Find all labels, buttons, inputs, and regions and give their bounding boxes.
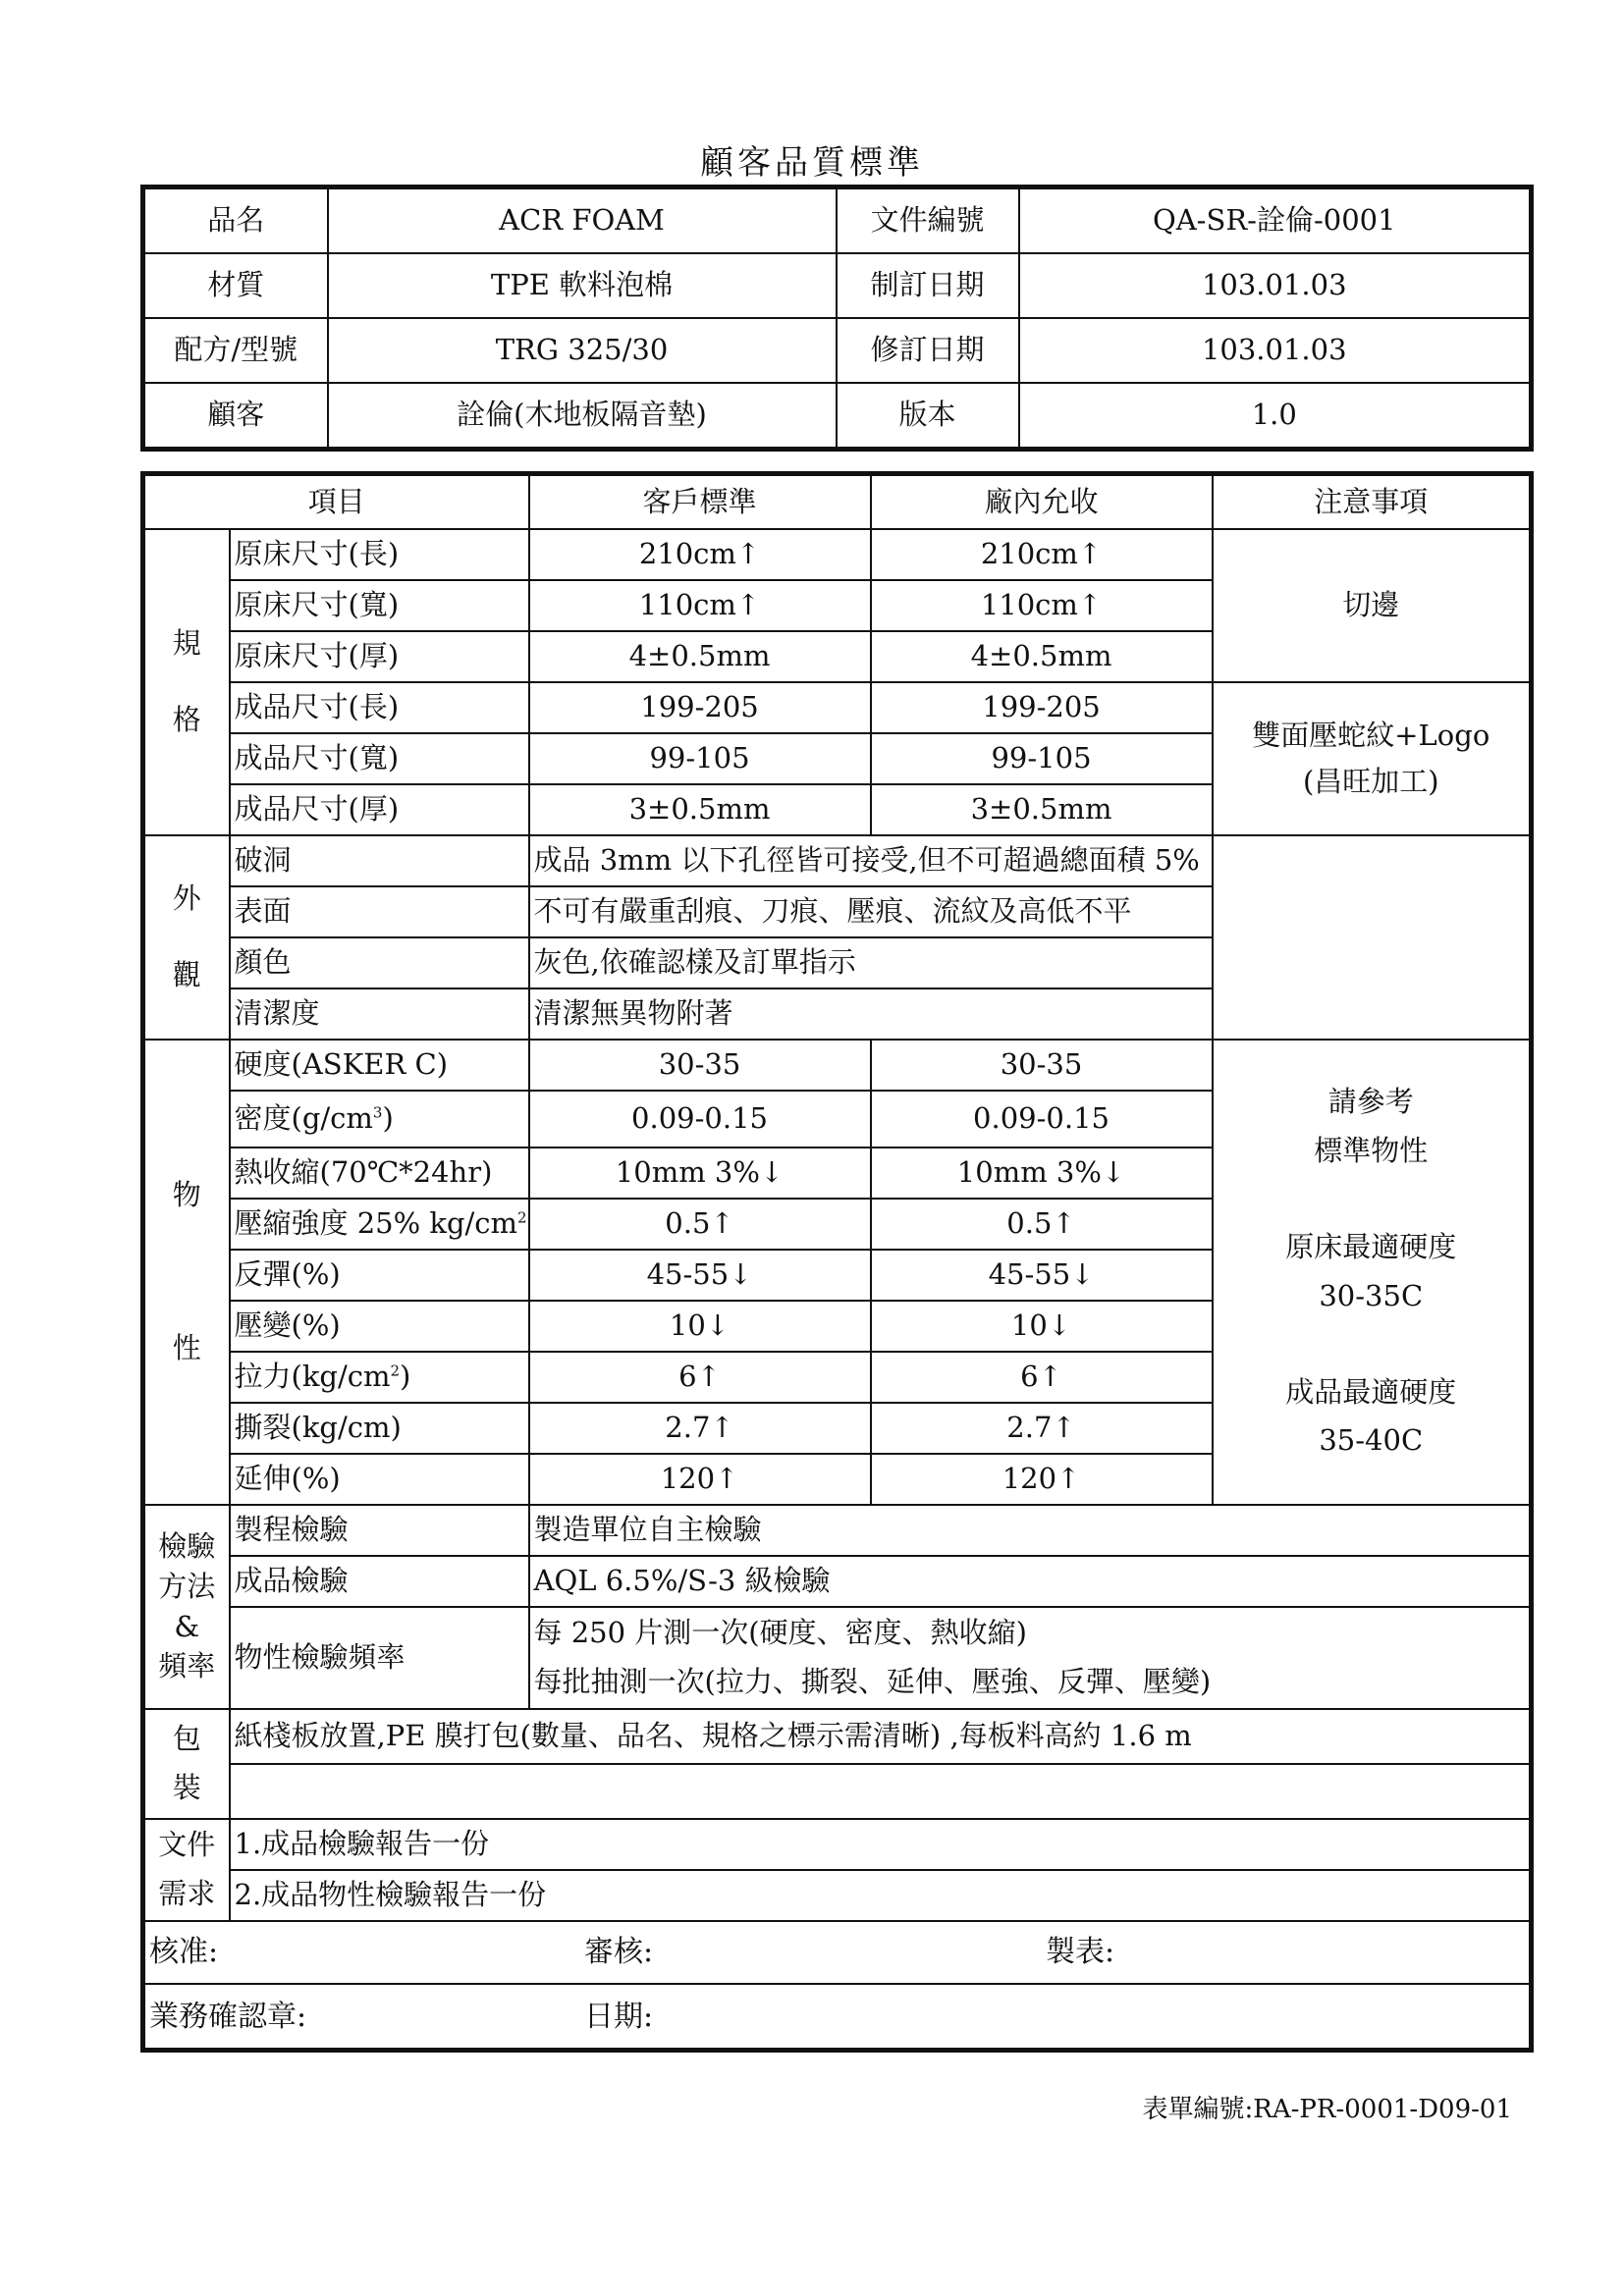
physical-item	[230, 1250, 529, 1301]
spec-customer: 99-105	[529, 733, 871, 784]
spec-customer: 210cm↑	[529, 529, 871, 580]
header-value: 103.01.03	[1019, 318, 1532, 383]
header-label: 制訂日期	[837, 253, 1019, 318]
physical-item	[230, 1454, 529, 1505]
appearance-group-label: 外 觀	[143, 835, 230, 1040]
physical-item	[230, 1403, 529, 1454]
physical-item	[230, 1301, 529, 1352]
signature-row-sales	[143, 1984, 1532, 2051]
inspection-value: 製造單位自主檢驗	[529, 1505, 1532, 1556]
table-row	[143, 1870, 1532, 1921]
physical-item-label: 密度(g/cm	[234, 1100, 373, 1135]
physical-item-label: 硬度(ASKER C)	[234, 1046, 449, 1081]
physical-item	[230, 1091, 529, 1148]
packaging-group-label: 包 裝	[143, 1709, 230, 1819]
physical-factory: 30-35	[871, 1040, 1213, 1091]
header-table	[140, 185, 1534, 452]
packaging-value: 紙棧板放置,PE 膜打包(數量、品名、規格之標示需清晰) ,每板料高約 1.6 m	[230, 1709, 1532, 1764]
physical-note: 請參考 標準物性 原床最適硬度 30-35C 成品最適硬度 35-40C	[1213, 1040, 1532, 1505]
physical-customer: 30-35	[529, 1040, 871, 1091]
physical-item	[230, 1352, 529, 1403]
header-value: QA-SR-詮倫-0001	[1019, 187, 1532, 254]
physical-item	[230, 1040, 529, 1091]
spec-factory: 110cm↑	[871, 580, 1213, 631]
spec-customer: 199-205	[529, 682, 871, 733]
col-header-customer: 客戶標準	[529, 474, 871, 529]
spec-factory: 4±0.5mm	[871, 631, 1213, 682]
physical-customer: 120↑	[529, 1454, 871, 1505]
table-row	[143, 835, 1532, 886]
physical-customer: 0.5↑	[529, 1199, 871, 1250]
physical-item	[230, 1199, 529, 1250]
spec-customer: 3±0.5mm	[529, 784, 871, 835]
signature-row-approval	[143, 1921, 1532, 1984]
spec-factory: 3±0.5mm	[871, 784, 1213, 835]
documents-item: 2.成品物性檢驗報告一份	[230, 1870, 1532, 1921]
inspection-group-label: 檢驗 方法 & 頻率	[143, 1505, 230, 1709]
sales-stamp-label: 業務確認章:	[149, 1999, 307, 2034]
physical-customer: 6↑	[529, 1352, 871, 1403]
spec-item: 成品尺寸(寬)	[230, 733, 529, 784]
appearance-item: 清潔度	[230, 988, 529, 1040]
spec-factory: 99-105	[871, 733, 1213, 784]
spec-item: 成品尺寸(長)	[230, 682, 529, 733]
col-header-factory: 廠內允收	[871, 474, 1213, 529]
physical-factory: 0.09-0.15	[871, 1091, 1213, 1148]
table-row	[143, 1764, 1532, 1819]
approve-label: 核准:	[149, 1934, 219, 1969]
header-label: 版本	[837, 383, 1019, 450]
physical-item-superscript: 2	[390, 1362, 401, 1380]
header-value: ACR FOAM	[328, 187, 837, 254]
header-value: 103.01.03	[1019, 253, 1532, 318]
header-label: 顧客	[143, 383, 328, 450]
spec-group-label: 規 格	[143, 529, 230, 835]
inspection-item: 物性檢驗頻率	[230, 1607, 529, 1709]
physical-item-label: 壓變(%)	[234, 1308, 341, 1342]
physical-item-superscript: 2	[517, 1208, 527, 1227]
appearance-value: 不可有嚴重刮痕、刀痕、壓痕、流紋及高低不平	[529, 886, 1213, 937]
header-label: 文件編號	[837, 187, 1019, 254]
physical-factory: 10mm 3%↓	[871, 1148, 1213, 1199]
spec-note-pattern: 雙面壓蛇紋+Logo (昌旺加工)	[1213, 682, 1532, 835]
table-row	[143, 1607, 1532, 1709]
physical-item-label: 壓縮強度 25% kg/cm	[234, 1205, 518, 1240]
prepare-label: 製表:	[1046, 1934, 1115, 1969]
inspection-item: 成品檢驗	[230, 1556, 529, 1607]
header-label: 品名	[143, 187, 328, 254]
physical-item-label: 撕裂(kg/cm)	[234, 1410, 402, 1444]
header-value: TPE 軟料泡棉	[328, 253, 837, 318]
physical-customer: 45-55↓	[529, 1250, 871, 1301]
header-value: 1.0	[1019, 383, 1532, 450]
table-row	[143, 1921, 1532, 1984]
appearance-item: 顏色	[230, 937, 529, 988]
header-row	[143, 187, 1532, 254]
header-label: 修訂日期	[837, 318, 1019, 383]
physical-item-superscript: 3	[372, 1103, 383, 1122]
packaging-empty-line	[230, 1764, 1532, 1819]
spec-customer: 110cm↑	[529, 580, 871, 631]
physical-item-label: 熱收縮(70℃*24hr)	[234, 1154, 493, 1189]
physical-item	[230, 1148, 529, 1199]
date-label: 日期:	[584, 1999, 654, 2034]
header-value: TRG 325/30	[328, 318, 837, 383]
header-row	[143, 383, 1532, 450]
physical-factory: 2.7↑	[871, 1403, 1213, 1454]
spec-note-trim: 切邊	[1213, 529, 1532, 682]
header-row	[143, 318, 1532, 383]
physical-customer: 0.09-0.15	[529, 1091, 871, 1148]
spec-table	[140, 471, 1534, 2053]
spec-factory: 210cm↑	[871, 529, 1213, 580]
physical-group-label: 物 性	[143, 1040, 230, 1505]
table-row	[143, 1709, 1532, 1764]
appearance-value: 成品 3mm 以下孔徑皆可接受,但不可超過總面積 5%	[529, 835, 1213, 886]
header-label: 材質	[143, 253, 328, 318]
spec-item: 成品尺寸(厚)	[230, 784, 529, 835]
physical-item-suffix: )	[382, 1100, 394, 1135]
physical-item-label: 拉力(kg/cm	[234, 1359, 391, 1393]
col-header-item: 項目	[143, 474, 529, 529]
header-row	[143, 253, 1532, 318]
header-label: 配方/型號	[143, 318, 328, 383]
document-title: 顧客品質標準	[700, 143, 924, 183]
spec-item: 原床尺寸(長)	[230, 529, 529, 580]
table-row	[143, 1040, 1532, 1091]
spec-customer: 4±0.5mm	[529, 631, 871, 682]
table-row	[143, 529, 1532, 580]
table-row	[143, 682, 1532, 733]
physical-factory: 45-55↓	[871, 1250, 1213, 1301]
form-number: 表單編號:RA-PR-0001-D09-01	[1142, 2095, 1512, 2124]
spec-factory: 199-205	[871, 682, 1213, 733]
table-row	[143, 1556, 1532, 1607]
physical-factory: 6↑	[871, 1352, 1213, 1403]
table-row	[143, 1984, 1532, 2051]
physical-customer: 10↓	[529, 1301, 871, 1352]
appearance-value: 灰色,依確認樣及訂單指示	[529, 937, 1213, 988]
spec-item: 原床尺寸(寬)	[230, 580, 529, 631]
spec-item: 原床尺寸(厚)	[230, 631, 529, 682]
inspection-item: 製程檢驗	[230, 1505, 529, 1556]
inspection-value: AQL 6.5%/S-3 級檢驗	[529, 1556, 1532, 1607]
appearance-item: 表面	[230, 886, 529, 937]
appearance-item: 破洞	[230, 835, 529, 886]
documents-group-label: 文件 需求	[143, 1819, 230, 1921]
appearance-note-empty	[1213, 835, 1532, 1040]
physical-customer: 10mm 3%↓	[529, 1148, 871, 1199]
physical-customer: 2.7↑	[529, 1403, 871, 1454]
review-label: 審核:	[584, 1934, 654, 1969]
physical-factory: 120↑	[871, 1454, 1213, 1505]
table-row	[143, 1505, 1532, 1556]
header-value: 詮倫(木地板隔音墊)	[328, 383, 837, 450]
physical-item-suffix: )	[400, 1359, 411, 1393]
physical-item-label: 反彈(%)	[234, 1256, 341, 1291]
table-row	[143, 1819, 1532, 1870]
col-header-notes: 注意事項	[1213, 474, 1532, 529]
inspection-value: 每 250 片測一次(硬度、密度、熱收縮) 每批抽測一次(拉力、撕裂、延伸、壓強、反彈、壓變)	[529, 1607, 1532, 1709]
physical-item-label: 延伸(%)	[234, 1461, 341, 1495]
physical-factory: 0.5↑	[871, 1199, 1213, 1250]
documents-item: 1.成品檢驗報告一份	[230, 1819, 1532, 1870]
physical-factory: 10↓	[871, 1301, 1213, 1352]
appearance-value: 清潔無異物附著	[529, 988, 1213, 1040]
